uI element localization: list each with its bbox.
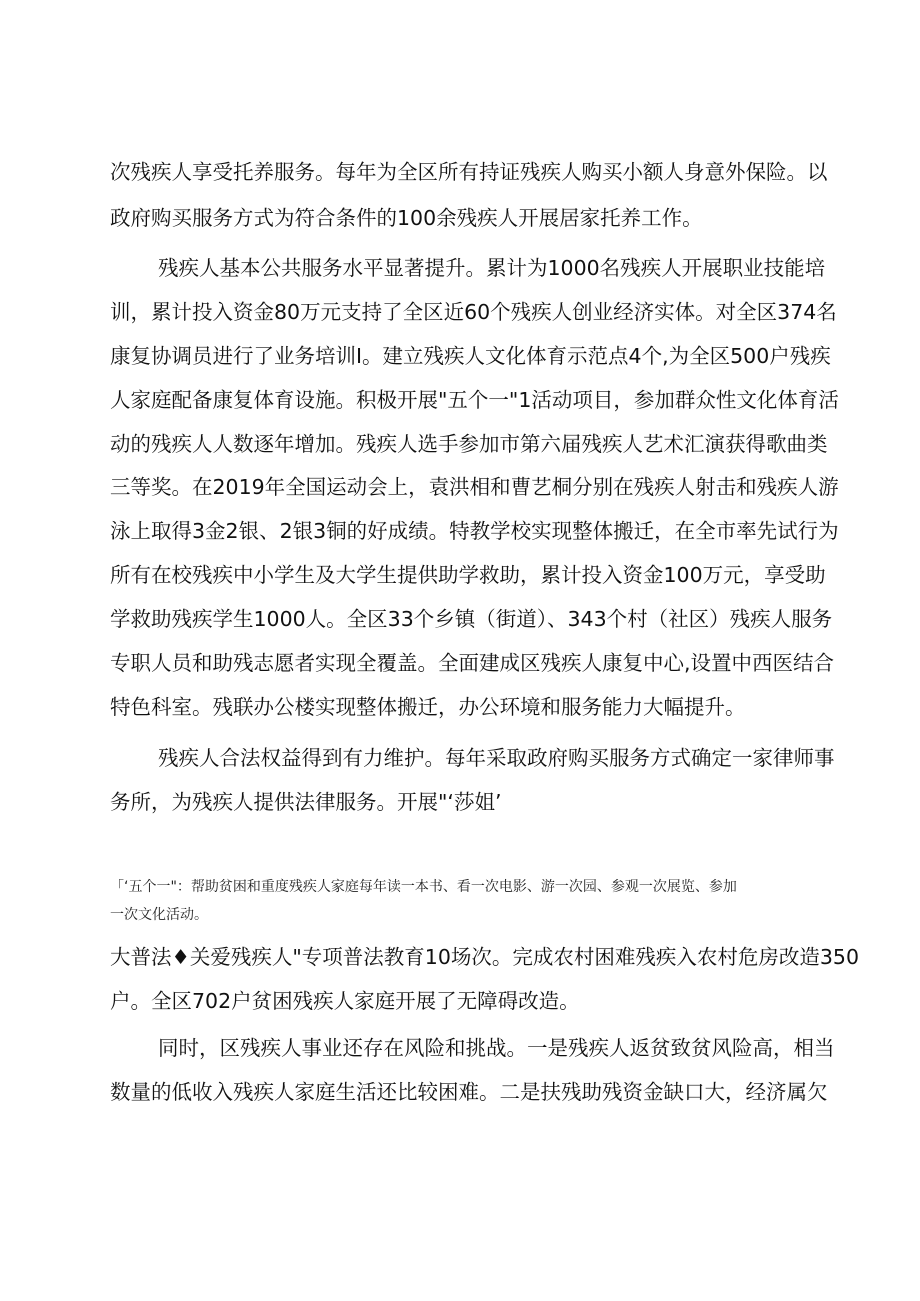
paragraph3-line-1: 残疾人合法权益得到有力维护。每年采取政府购买服务方式确定一家律师事 — [158, 746, 835, 770]
paragraph2-line-6: 三等奖。在2019年全国运动会上，袁洪相和曹艺桐分别在残疾人射击和残疾人游 — [110, 475, 839, 499]
paragraph1-line-2: 政府购买服务方式为符合条件的100余残疾人开展居家托养工作。 — [110, 206, 703, 230]
paragraph2-line-3: 康复协调员进行了业务培训I。建立残疾人文化体育示范点4个,为全区500户残疾 — [110, 344, 831, 368]
paragraph2-line-4: 人家庭配备康复体育设施。积极开展"五个一"1活动项目，参加群众性文化体育活 — [110, 388, 839, 412]
paragraph2-line-10: 专职人员和助残志愿者实现全覆盖。全面建成区残疾人康复中心,设置中西医结合 — [110, 651, 835, 675]
footnote-line-2: 一次文化活动。 — [110, 907, 208, 923]
paragraph5-line-1: 同时，区残疾人事业还存在风险和挑战。一是残疾人返贫致贫风险高，相当 — [158, 1036, 835, 1060]
paragraph1-line-1: 次残疾人享受托养服务。每年为全区所有持证残疾人购买小额人身意外保险。以 — [110, 160, 828, 184]
paragraph2-line-9: 学救助残疾学生1000人。全区33个乡镇（街道）、343个村（社区）残疾人服务 — [110, 607, 833, 631]
paragraph2-line-11: 特色科室。残联办公楼实现整体搬迁，办公环境和服务能力大幅提升。 — [110, 695, 746, 719]
paragraph2-line-8: 所有在校残疾中小学生及大学生提供助学救助，累计投入资金100万元，享受助 — [110, 563, 826, 587]
paragraph2-line-2: 训，累计投入资金80万元支持了全区近60个残疾人创业经济实体。对全区374名 — [110, 300, 837, 324]
paragraph5-line-2: 数量的低收入残疾人家庭生活还比较困难。二是扶残助残资金缺口大，经济属欠 — [110, 1080, 828, 1104]
paragraph2-line-7: 泳上取得3金2银、2银3铜的好成绩。特教学校实现整体搬迁，在全市率先试行为 — [110, 519, 839, 543]
paragraph4-line-1: 大普法♦关爱残疾人"专项普法教育10场次。完成农村困难残疾入农村危房改造350 — [110, 945, 860, 969]
paragraph4-line-2: 户。全区702户贫困残疾人家庭开展了无障碍改造。 — [110, 989, 580, 1013]
paragraph2-line-5: 动的残疾人人数逐年增加。残疾人选手参加市第六届残疾人艺术汇演获得歌曲类 — [110, 432, 828, 456]
paragraph2-line-1: 残疾人基本公共服务水平显著提升。累计为1000名残疾人开展职业技能培 — [158, 256, 826, 280]
paragraph3-line-2: 务所，为残疾人提供法律服务。开展"‘莎姐’ — [110, 790, 502, 814]
footnote-line-1: 「‘五个一"：帮助贫困和重度残疾人家庭每年读一本书、看一次电影、游一次园、参观一次展览、参加 — [110, 879, 737, 895]
